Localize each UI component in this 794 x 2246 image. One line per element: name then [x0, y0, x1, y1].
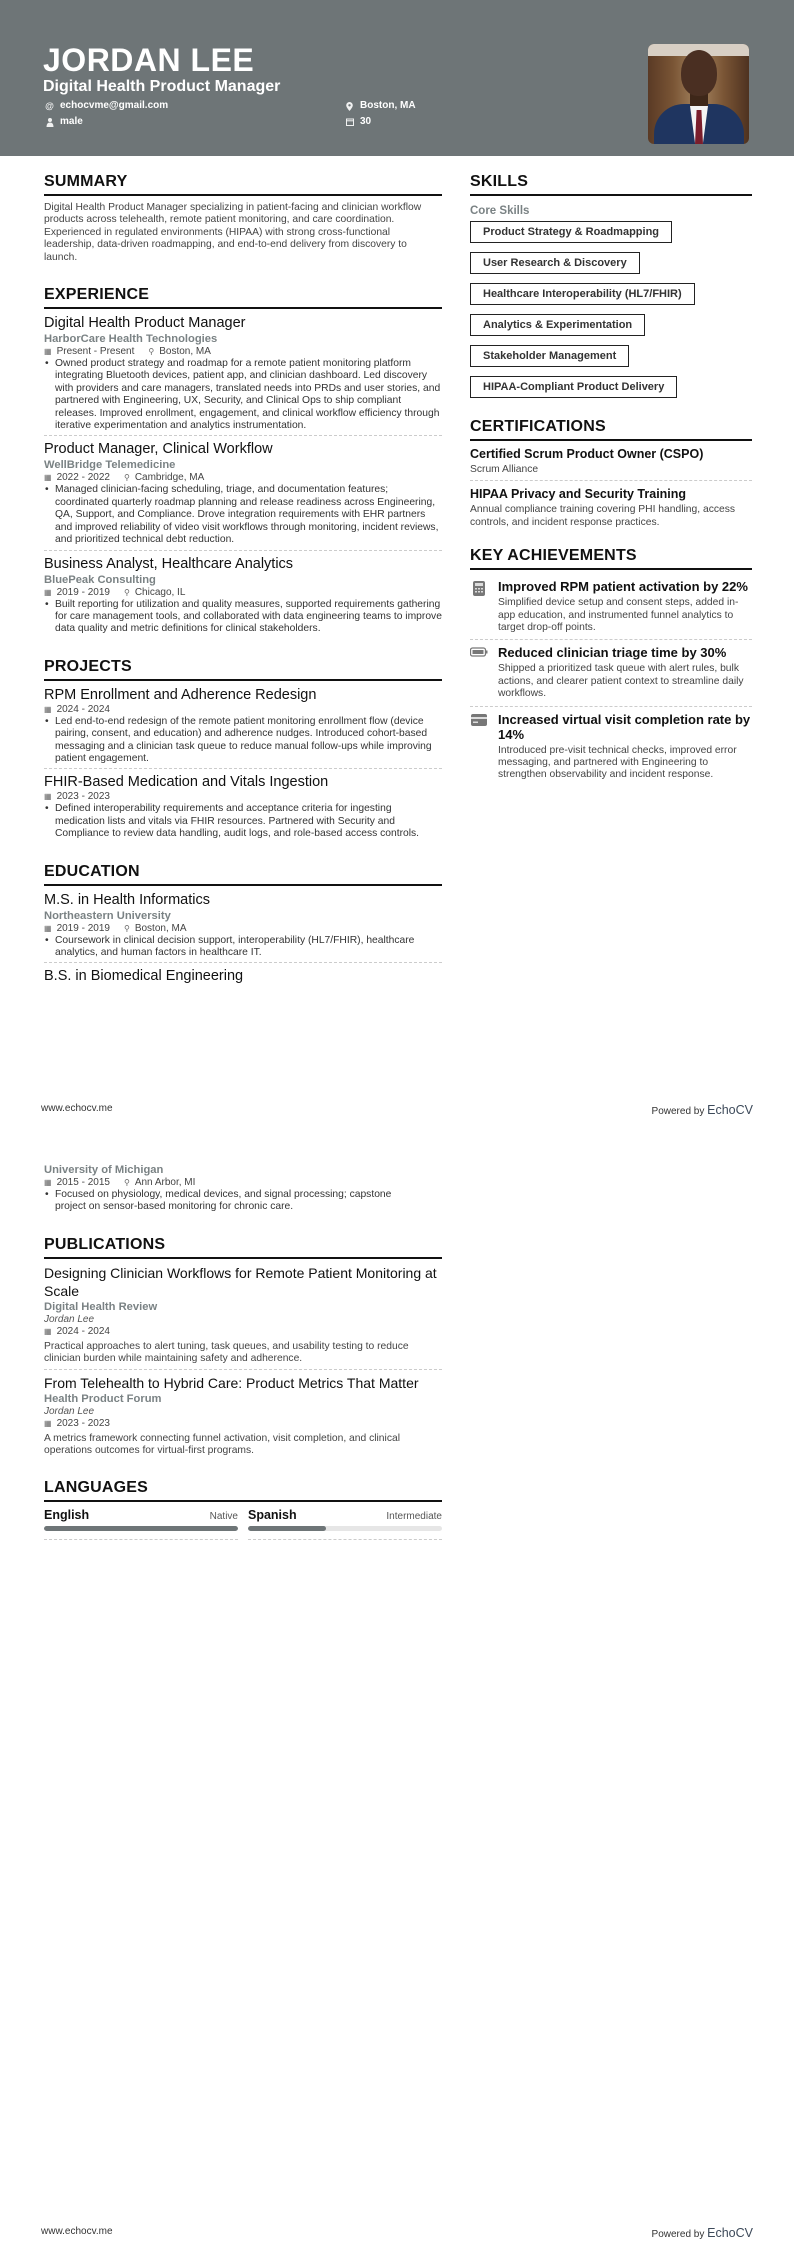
- calendar-icon: ▦: [44, 792, 52, 802]
- achievement-item: [470, 645, 752, 700]
- project-description: • Led end-to-end redesign of the remote patient monitoring enrollment flow (device pairing, consent, and education) and adherence nudges. Introduced cohort-based messaging and a clinician task queue to reduce manual follow-ups while improving patient engagement.: [44, 716, 442, 766]
- brand-name: EchoCV: [707, 1103, 753, 1117]
- person-icon: [45, 118, 54, 127]
- powered-by: Powered by EchoCV: [651, 1103, 753, 1117]
- job-meta: [44, 472, 442, 484]
- calendar-icon: ▦: [44, 473, 52, 483]
- skill-chip: User Research & Discovery: [470, 252, 640, 274]
- divider: [44, 1369, 442, 1370]
- page-footer: [41, 1103, 753, 1117]
- location-text: Boston, MA: [360, 100, 416, 111]
- company-name: BluePeak Consulting: [44, 573, 156, 586]
- section-heading: PROJECTS: [44, 658, 442, 681]
- skill-chip: Healthcare Interoperability (HL7/FHIR): [470, 283, 695, 305]
- education-item: [44, 967, 442, 985]
- publication-title: From Telehealth to Hybrid Care: Product Metrics That Matter: [44, 1374, 419, 1391]
- project-item: [44, 686, 442, 770]
- language-item: [248, 1508, 442, 1540]
- gender-text: male: [60, 116, 83, 127]
- education-section: [44, 863, 442, 986]
- section-heading: EDUCATION: [44, 863, 442, 886]
- summary-text: Digital Health Product Manager specializing in patient-facing and clinician workflow products across telehealth, remote patient monitoring, and care coordination. Experienced in regulated environments (HIPAA) with strong cross-functional leadership, data-driven roadmapping, and end-to-end delivery from discovery to launch.: [44, 202, 422, 263]
- job-title: Product Manager, Clinical Workflow: [44, 441, 273, 458]
- publication-dates: 2024 - 2024: [56, 1325, 110, 1337]
- job-description: • Built reporting for utilization and quality measures, supported requirements gathering for care management tools, and collaborated with data engineering teams to improve data quality and metric definitions for clinical stakeholders.: [44, 599, 442, 636]
- job-title: Business Analyst, Healthcare Analytics: [44, 555, 294, 572]
- project-description: • Defined interoperability requirements and acceptance criteria for ingesting medication lists and vitals via FHIR resources. Partnered with Security and Compliance to review data handling, audit logs, and role-based access controls.: [44, 803, 442, 840]
- languages-section: [44, 1479, 442, 1540]
- calendar-icon: ▦: [44, 587, 52, 597]
- certification-issuer: Scrum Alliance: [470, 464, 539, 475]
- publication-title: Designing Clinician Workflows for Remote Patient Monitoring at Scale: [44, 1264, 437, 1299]
- profile-photo: [648, 44, 749, 144]
- job-dates: 2022 - 2022: [56, 472, 110, 484]
- contact-age: [345, 115, 371, 129]
- certification-detail: Annual compliance training covering PHI handling, access controls, and incident response practices.: [470, 504, 736, 528]
- education-location: Boston, MA: [134, 922, 187, 934]
- calendar-icon: ▦: [44, 1326, 52, 1336]
- calculator-icon: [470, 579, 488, 634]
- skills-section: [470, 173, 752, 398]
- projects-section: [44, 658, 442, 841]
- section-heading: SUMMARY: [44, 173, 442, 196]
- job-title: Digital Health Product Manager: [44, 315, 246, 332]
- job-location: Boston, MA: [159, 346, 211, 358]
- achievement-description: Shipped a prioritized task queue with alert rules, bulk actions, and clearer patient context to streamline daily workflows.: [498, 663, 744, 700]
- project-title: RPM Enrollment and Adherence Redesign: [44, 686, 317, 703]
- experience-item: [44, 314, 442, 436]
- publication-summary: Practical approaches to alert tuning, task queues, and usability testing to reduce clinician burden while maintaining safety and adherence.: [44, 1340, 409, 1365]
- contact-email[interactable]: [45, 99, 168, 113]
- website-link[interactable]: www.echocv.me: [41, 2226, 113, 2237]
- divider: [44, 435, 442, 436]
- school-name: University of Michigan: [44, 1164, 164, 1176]
- education-location: Ann Arbor, MI: [134, 1177, 196, 1188]
- divider: [44, 962, 442, 963]
- job-description: • Managed clinician-facing scheduling, triage, and documentation features; coordinated quarterly roadmap planning and release readiness across Engineering, QA, Support, and Compliance. Drove integration requirements with EHR partners and improved reliability of video visit workflows through monitoring, incident reviews, and prioritized technical debt reduction.: [44, 484, 442, 546]
- experience-section: [44, 286, 442, 636]
- page-footer-2: [41, 2226, 753, 2240]
- certification-item: [470, 487, 752, 529]
- at-icon: @: [45, 101, 54, 111]
- map-pin-icon: ⚲: [148, 347, 155, 357]
- battery-icon: [470, 645, 488, 700]
- job-description: • Owned product strategy and roadmap for a remote patient monitoring platform integrating Bluetooth devices, patient app, and clinician dashboard. Led discovery with providers and care managers, translated needs into PRDs and user stories, and partnered with Engineering, UX, Security, and Clinical Ops to ship compliant releases. Improved enrollment, engagement, and clinical workflow efficiency through iterative experimentation and analytics instrumentation.: [44, 358, 442, 432]
- job-meta: [44, 346, 442, 358]
- divider: [470, 639, 752, 640]
- brand-name: EchoCV: [707, 2226, 753, 2240]
- divider: [470, 706, 752, 707]
- calendar-icon: ▦: [44, 347, 52, 357]
- achievement-title: Reduced clinician triage time by 30%: [498, 645, 727, 661]
- language-proficiency-bar: [248, 1526, 442, 1531]
- education-description: • Coursework in clinical decision support, interoperability (HL7/FHIR), healthcare analytics, and human factors in healthcare IT.: [44, 935, 442, 960]
- skill-chip: HIPAA-Compliant Product Delivery: [470, 376, 677, 398]
- right-column: [470, 173, 752, 782]
- experience-item: [44, 440, 442, 550]
- job-dates: 2019 - 2019: [56, 586, 110, 598]
- experience-item: [44, 555, 442, 636]
- education-item: [44, 891, 442, 964]
- achievement-item: [470, 712, 752, 782]
- skill-chip: Product Strategy & Roadmapping: [470, 221, 672, 243]
- job-location: Cambridge, MA: [134, 472, 205, 484]
- project-dates: 2024 - 2024: [56, 703, 110, 715]
- email-text: echocvme@gmail.com: [60, 100, 169, 111]
- section-heading: CERTIFICATIONS: [470, 418, 752, 441]
- map-pin-icon: ⚲: [123, 923, 130, 933]
- project-dates: 2023 - 2023: [56, 791, 110, 803]
- degree-title: B.S. in Biomedical Engineering: [44, 968, 244, 985]
- project-meta: [44, 704, 442, 716]
- education-meta: [44, 1177, 442, 1189]
- map-pin-icon: ⚲: [123, 473, 130, 483]
- achievement-title: Increased virtual visit completion rate by 14%: [498, 711, 751, 742]
- contact-location: [345, 99, 416, 113]
- publication-author: Jordan Lee: [44, 1405, 95, 1417]
- left-column-page-2: [44, 1163, 442, 1540]
- project-item: [44, 773, 442, 840]
- divider: [44, 768, 442, 769]
- achievement-title: Improved RPM patient activation by 22%: [498, 579, 748, 595]
- divider: [44, 550, 442, 551]
- left-column: [44, 173, 442, 985]
- publisher-name: Digital Health Review: [44, 1300, 158, 1313]
- map-pin-icon: ⚲: [123, 587, 130, 597]
- certification-title: Certified Scrum Product Owner (CSPO): [470, 447, 704, 461]
- skill-group-label: Core Skills: [470, 205, 530, 217]
- calendar-icon: ▦: [44, 923, 52, 933]
- company-name: HarborCare Health Technologies: [44, 333, 218, 346]
- certifications-section: [470, 418, 752, 529]
- resume-header: [0, 0, 794, 156]
- language-item: [44, 1508, 238, 1540]
- section-heading: SKILLS: [470, 173, 752, 196]
- publication-meta: [44, 1418, 442, 1430]
- skill-chip: Stakeholder Management: [470, 345, 629, 367]
- language-level: Native: [209, 1511, 238, 1523]
- calendar-icon: [345, 118, 354, 126]
- calendar-icon: ▦: [44, 1178, 52, 1187]
- degree-title: M.S. in Health Informatics: [44, 891, 210, 908]
- calendar-icon: ▦: [44, 1418, 52, 1428]
- summary-section: [44, 173, 442, 264]
- section-heading: KEY ACHIEVEMENTS: [470, 547, 752, 570]
- language-proficiency-bar: [44, 1526, 238, 1531]
- achievements-section: [470, 547, 752, 782]
- job-dates: Present - Present: [56, 346, 135, 358]
- divider: [470, 480, 752, 481]
- contact-gender: [45, 115, 83, 129]
- website-link[interactable]: www.echocv.me: [41, 1103, 113, 1114]
- achievement-item: [470, 579, 752, 634]
- card-icon: [470, 712, 488, 782]
- publication-item: [44, 1374, 442, 1458]
- education-dates: 2015 - 2015: [56, 1177, 110, 1188]
- publication-meta: [44, 1326, 442, 1338]
- certification-title: HIPAA Privacy and Security Training: [470, 487, 687, 502]
- map-pin-icon: ⚲: [123, 1178, 130, 1187]
- education-meta: [44, 923, 442, 935]
- languages-list: [44, 1508, 442, 1540]
- calendar-icon: ▦: [44, 704, 52, 714]
- language-name: English: [44, 1508, 90, 1523]
- publisher-name: Health Product Forum: [44, 1392, 162, 1405]
- school-name: Northeastern University: [44, 909, 171, 922]
- section-heading: LANGUAGES: [44, 1479, 442, 1502]
- candidate-title: Digital Health Product Manager: [43, 78, 281, 95]
- language-name: Spanish: [248, 1508, 297, 1523]
- age-text: 30: [360, 116, 372, 127]
- job-location: Chicago, IL: [134, 586, 186, 598]
- company-name: WellBridge Telemedicine: [44, 459, 176, 472]
- powered-by: Powered by EchoCV: [651, 2226, 753, 2240]
- publications-section: [44, 1236, 442, 1458]
- achievement-description: Simplified device setup and consent steps, added in-app education, and instrumented funnel analytics to target drop-off points.: [498, 597, 739, 634]
- education-item-continued: [44, 1163, 442, 1214]
- project-title: FHIR-Based Medication and Vitals Ingestion: [44, 774, 329, 791]
- certification-item: [470, 447, 752, 481]
- project-meta: [44, 791, 442, 803]
- education-dates: 2019 - 2019: [56, 922, 110, 934]
- section-heading: PUBLICATIONS: [44, 1236, 442, 1259]
- map-pin-icon: [345, 102, 354, 111]
- achievement-description: Introduced pre-visit technical checks, improved error messaging, and partnered with Engineering to strengthen observability and incident response.: [498, 744, 737, 781]
- education-description: • Focused on physiology, medical devices, and signal processing; capstone project on sensor-based monitoring for chronic care.: [44, 1189, 442, 1214]
- job-meta: [44, 587, 442, 599]
- section-heading: EXPERIENCE: [44, 286, 442, 309]
- publication-item: [44, 1264, 442, 1370]
- candidate-name: JORDAN LEE: [43, 42, 255, 78]
- publication-author: Jordan Lee: [44, 1313, 95, 1325]
- publication-dates: 2023 - 2023: [56, 1417, 110, 1429]
- publication-summary: A metrics framework connecting funnel activation, visit completion, and clinical operations outcomes for virtual-first programs.: [44, 1432, 400, 1457]
- language-level: Intermediate: [386, 1511, 442, 1523]
- divider: [44, 1539, 238, 1540]
- skill-chips: [470, 221, 752, 398]
- skill-chip: Analytics & Experimentation: [470, 314, 645, 336]
- divider: [248, 1539, 442, 1540]
